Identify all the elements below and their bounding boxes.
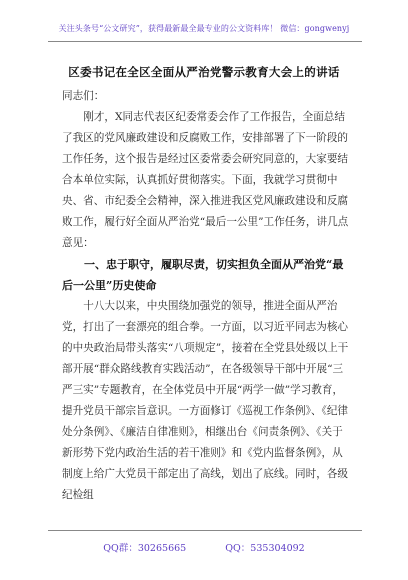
section-paragraph-1: 十八大以来，中央围绕加强党的领导，推进全面从严治党，打出了一套漂亮的组合拳。一方面，以习近平同志为核心的中央政治局带头落实“八项规定”，接着在全党县处级以上干部开展“群众路线教育实践活动”，在各级领导干部中开展“三严三实”专题教育，在全体党员中开展“两学一做”学习教育，提升党员干部宗旨意识。一方面修订《巡视工作条例》、《纪律处分条例》、《廉洁自律准则》，相继出台《问责条例》、《关于新形势下党内政治生活的若干准则》和《党内监督条例》，从制度上给广大党员干部定出了高线，划出了底线。同时，各级纪检组	[62, 300, 349, 501]
footer-contact	[0, 540, 408, 554]
header-divider	[48, 41, 362, 42]
document-title: 区委书记在全区全面从严治党警示教育大会上的讲话	[68, 65, 340, 79]
footer-qq-number: QQ：535304092	[225, 543, 305, 554]
footer-qq-group: QQ群：30265665	[103, 543, 187, 554]
footer-divider	[48, 530, 362, 531]
salutation: 同志们：	[62, 90, 105, 102]
document-body	[62, 86, 350, 506]
header-promo-note: 关注头条号“公文研究”，获得最新最全最专业的公文资料库！ 微信：gongwenyj	[58, 24, 350, 33]
section-heading-1: 一、忠于职守，履职尽责，切实担负全面从严治党“最后一公里”历史使命	[62, 258, 344, 292]
intro-paragraph: 刚才，X同志代表区纪委常委会作了工作报告，全面总结了我区的党风廉政建设和反腐败工作，安排部署了下一阶段的工作任务，这个报告是经过区委常委会研究同意的，大家要结合本单位实际，认真抓好贯彻落实。下面，我就学习贯彻中央、省、市纪委全会精神，深入推进我区党风廉政建设和反腐败工作，履行好全面从严治党“最后一公里”工作任务，讲几点意见：	[62, 111, 349, 249]
